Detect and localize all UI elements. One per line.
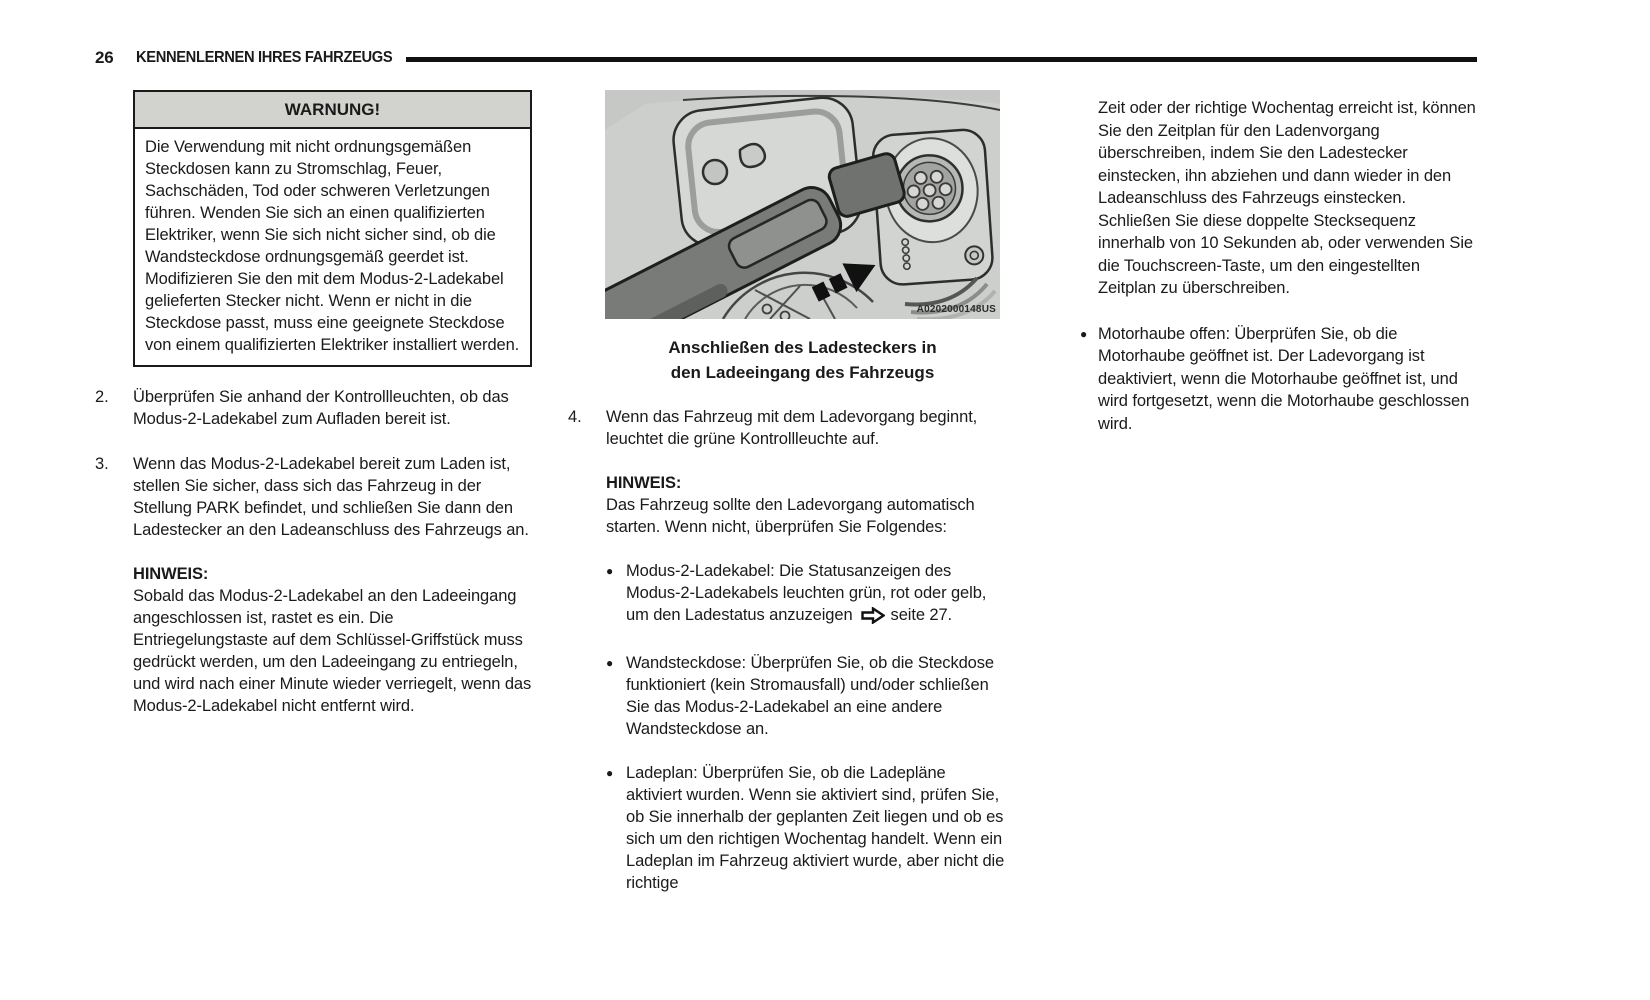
step-4-note-label: HINWEIS: bbox=[606, 474, 682, 492]
bullet-modus2-text-main: Modus-2-Ladekabel: Die Statusanzeigen des Modus-2-Ladekabels leuchten grün, rot oder gelb, um den Ladestatus anzuzeigen bbox=[626, 562, 987, 624]
ladeplan-continuation-text: Zeit oder der richtige Wochentag erreicht ist, können Sie den Zeitplan für den Ladenvorgang überschreiben, indem Sie den Ladestecker einstecken, ihn abziehen und dann wieder in den Ladeanschluss des Fahrzeugs einstecken. Schließen Sie diese doppelte Stecksequenz innerhalb von 10 Sekunden ab, oder verwenden Sie die Touchscreen-Taste, um den eingestellten Zeitplan zu überschreiben. bbox=[1098, 99, 1476, 297]
warning-body: Die Verwendung mit nicht ordnungsgemäßen Steckdosen kann zu Stromschlag, Feuer, Sachschäden, Tod oder schweren Verletzungen führen. Wenden Sie sich an einen qualifizierten Elektriker, wenn Sie sich nicht sicher sind, ob die Wandsteckdose ordnungsgemäß geerdet ist. Modifizieren Sie den mit dem Modus-2-Ladekabel gelieferten Stecker nicht. Wenn er nicht in die Steckdose passt, muss eine geeignete Steckdose von einem qualifizierten Elektriker installiert werden. bbox=[145, 138, 520, 354]
warning-title: WARNUNG! bbox=[135, 92, 530, 129]
chapter-title: KENNENLERNEN IHRES FAHRZEUGS bbox=[135, 49, 392, 66]
page-header bbox=[95, 48, 1477, 68]
figure-charging-plug bbox=[605, 90, 1000, 319]
figure-caption-line1: Anschließen des Ladesteckers in bbox=[668, 338, 937, 357]
bullet-ladeplan-text: Ladeplan: Überprüfen Sie, ob die Ladepläne aktiviert wurden. Wenn sie aktiviert sind, prüfen Sie, ob Sie innerhalb der geplanten Zeit liegen und ob es sich um den richtigen Wochentag handelt. Wenn ein Ladeplan im Fahrzeug aktiviert wurde, aber nicht die richtige bbox=[626, 764, 1005, 892]
bullet-wandsteckdose-text: Wandsteckdose: Überprüfen Sie, ob die Steckdose funktioniert (kein Stromausfall) und/oder schließen Sie das Modus-2-Ladekabel an eine andere Wandsteckdose an. bbox=[626, 654, 994, 738]
right-column bbox=[1063, 97, 1483, 435]
bullet-wandsteckdose bbox=[606, 652, 1005, 740]
step-4-note-text: Das Fahrzeug sollte den Ladevorgang automatisch starten. Wenn nicht, überprüfen Sie Folgendes: bbox=[606, 496, 975, 536]
bullet-icon: ● bbox=[606, 564, 614, 578]
step-2-text: Überprüfen Sie anhand der Kontrollleuchten, ob das Modus-2-Ladekabel zum Aufladen bereit ist. bbox=[133, 388, 509, 428]
step-2-number: 2. bbox=[95, 388, 109, 406]
bullet-modus2-text bbox=[626, 560, 1005, 630]
figure-caption-line2: den Ladeeingang des Fahrzeugs bbox=[670, 363, 935, 382]
bullet-motorhaube bbox=[1080, 323, 1483, 436]
bullet-icon: ● bbox=[606, 766, 614, 780]
step-3-note-text: Sobald das Modus-2-Ladekabel an den Ladeeingang angeschlossen ist, rastet es ein. Die Entriegelungstaste auf dem Schlüssel-Griffstück muss gedrückt werden, um den Ladeeingang zu entriegeln, und wird nach einer Minute wieder verriegelt, wenn das Modus-2-Ladekabel nicht entfernt wird. bbox=[133, 587, 532, 715]
left-column bbox=[95, 90, 532, 717]
step-3 bbox=[95, 453, 532, 717]
step-3-number: 3. bbox=[95, 455, 109, 473]
bullet-icon: ● bbox=[1080, 326, 1088, 341]
middle-column bbox=[568, 90, 1005, 894]
header-rule bbox=[406, 57, 1477, 62]
step-2 bbox=[95, 386, 532, 430]
figure-image-code: A0202000148US bbox=[916, 304, 996, 315]
step-3-note-label: HINWEIS: bbox=[133, 565, 209, 583]
bullet-modus2-page-ref: seite 27. bbox=[890, 606, 953, 624]
step-4 bbox=[568, 406, 1005, 894]
step-4-number: 4. bbox=[568, 408, 582, 426]
bullet-modus2-ladekabel bbox=[606, 560, 1005, 630]
figure-illustration bbox=[605, 90, 1000, 319]
step-4-text: Wenn das Fahrzeug mit dem Ladevorgang beginnt, leuchtet die grüne Kontrollleuchte auf. bbox=[606, 408, 978, 448]
bullet-icon: ● bbox=[606, 656, 614, 670]
bullet-motorhaube-text: Motorhaube offen: Überprüfen Sie, ob die Motorhaube geöffnet ist. Der Ladevorgang ist deaktiviert, wenn die Motorhaube geöffnet ist, und wird fortgesetzt, wenn die Motorhaube geschlossen wird. bbox=[1098, 324, 1470, 433]
warning-box bbox=[133, 90, 532, 367]
step-3-text: Wenn das Modus-2-Ladekabel bereit zum Laden ist, stellen Sie sicher, dass sich das Fahrzeug in der Stellung PARK befindet, und schließen Sie dann den Ladestecker an den Ladeanschluss des Fahrzeugs an. bbox=[133, 455, 529, 539]
page-number: 26 bbox=[95, 48, 114, 67]
page-ref-arrow-icon bbox=[861, 607, 885, 630]
figure-caption bbox=[605, 335, 1000, 385]
bullet-ladeplan bbox=[606, 762, 1005, 894]
